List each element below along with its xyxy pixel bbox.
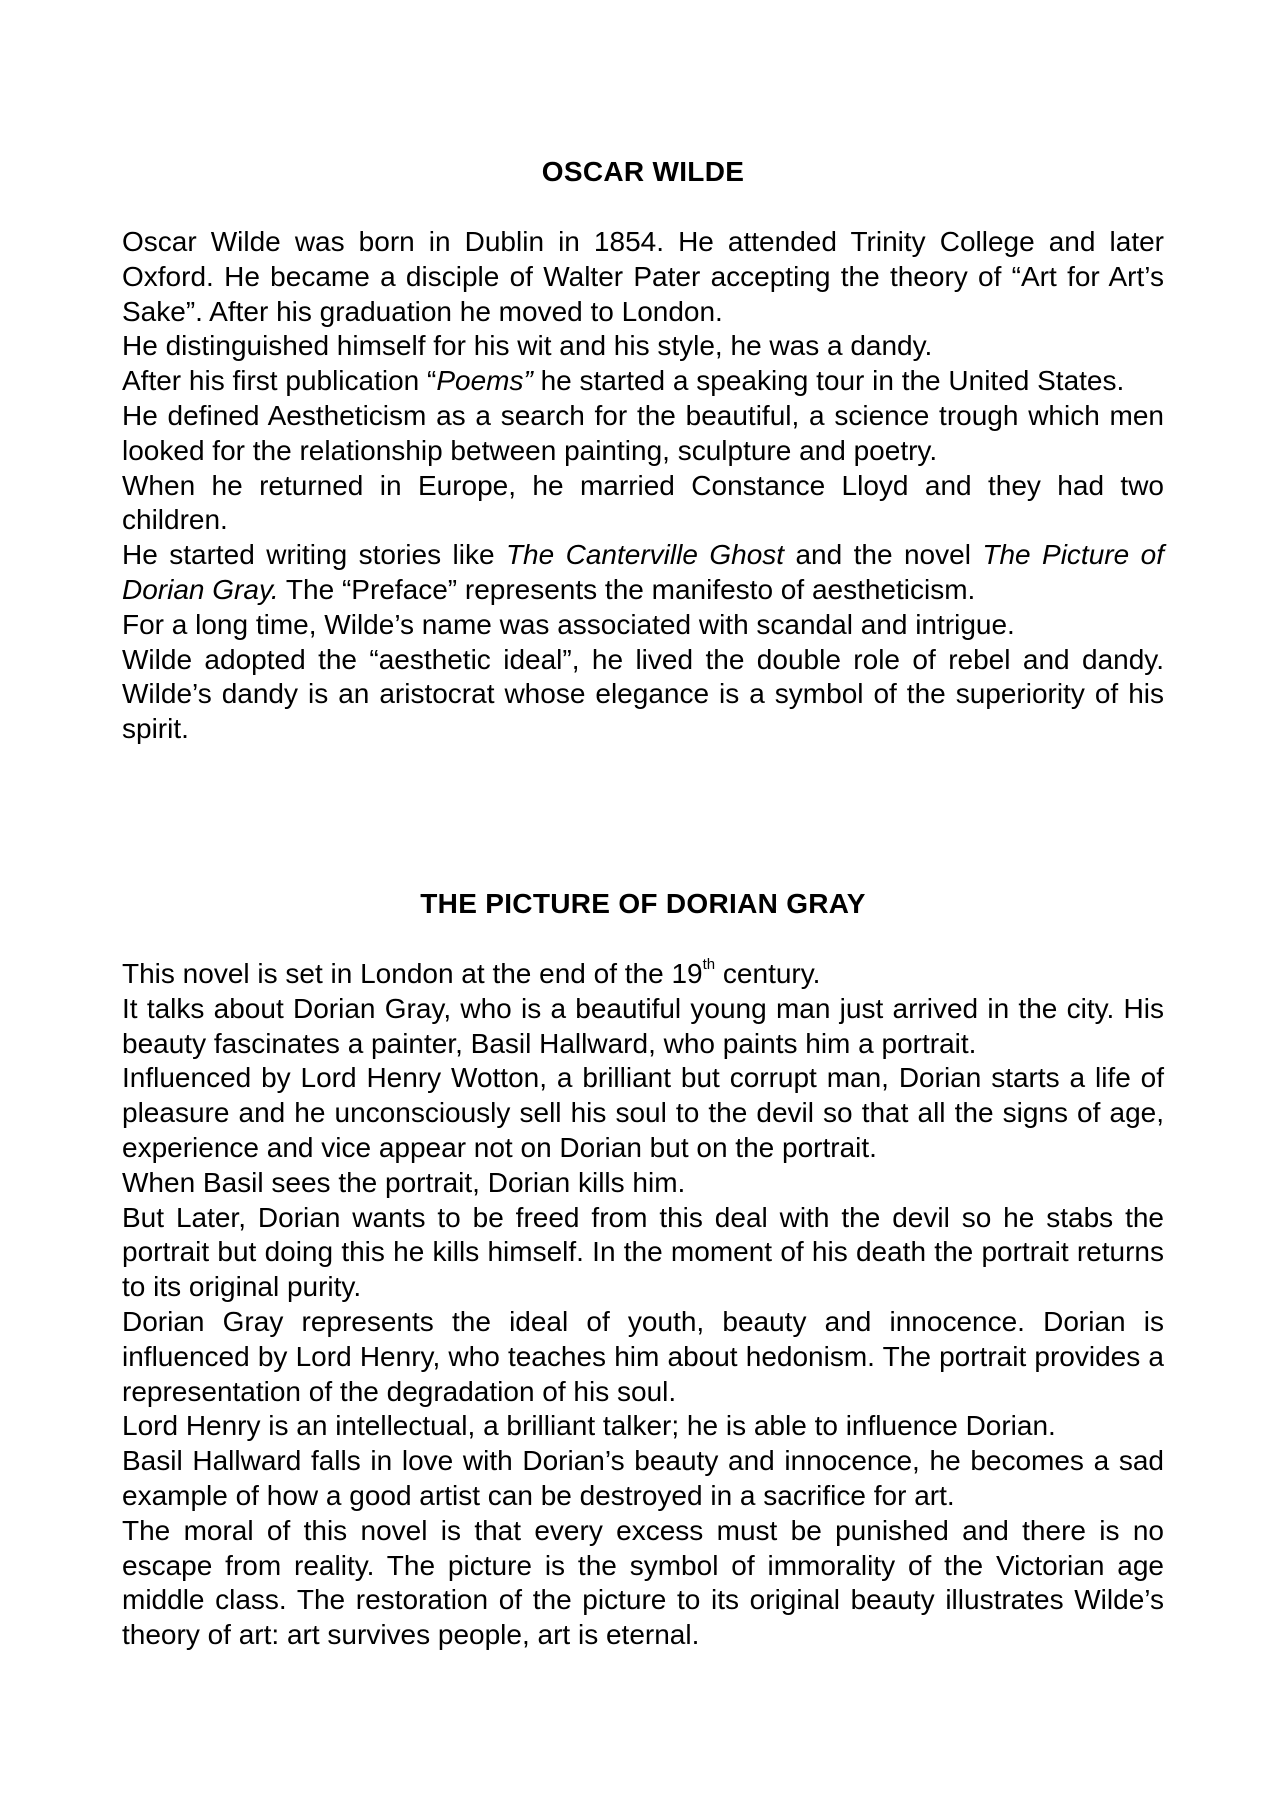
paragraph-aestheticism: He defined Aestheticism as a search for the beautiful, a science trough which men looked for the relationship between painting, sculpture and poetry.: [122, 399, 1164, 466]
text-run: The “Preface” represents the manifesto of aestheticism.: [278, 573, 976, 605]
italic-title-dorian-gray: The Picture of Dorian Gray.: [122, 539, 1164, 605]
superscript-th: th: [702, 955, 716, 973]
paragraph-works: [122, 538, 1164, 608]
paragraph-lord-henry-character: Lord Henry is an intellectual, a brilliant talker; he is able to influence Dorian.: [122, 1410, 1056, 1442]
section-title-dorian-gray: THE PICTURE OF DORIAN GRAY: [420, 888, 866, 919]
paragraph-basil-death: When Basil sees the portrait, Dorian kills him.: [122, 1166, 686, 1198]
paragraph-dandy: He distinguished himself for his wit and his style, he was a dandy.: [122, 330, 933, 362]
paragraph-moral: The moral of this novel is that every excess must be punished and there is no escape from reality. The picture is the symbol of immorality of the Victorian age middle class. The restoration of the picture to its original beauty illustrates Wilde’s theory of art: art survives people, art is eternal.: [122, 1514, 1164, 1651]
paragraph-setting: [122, 957, 1164, 992]
paragraph-ending: But Later, Dorian wants to be freed from this deal with the devil so he stabs the portrait but doing this he kills himself. In the moment of his death the portrait returns to its original purity.: [122, 1201, 1164, 1303]
text-run: He started writing stories like: [122, 539, 506, 571]
paragraph-poems: [122, 364, 1164, 399]
text-run: and the novel: [784, 539, 983, 571]
section-body-oscar-wilde: [122, 225, 1164, 747]
section-title-oscar-wilde: OSCAR WILDE: [541, 156, 745, 187]
paragraph-aesthetic-ideal: Wilde adopted the “aesthetic ideal”, he lived the double role of rebel and dandy. Wilde’s dandy is an aristocrat whose elegance is a symbol of the superiority of his spirit.: [122, 643, 1164, 745]
italic-title-poems: Poems”: [436, 365, 533, 397]
paragraph-birth: Oscar Wilde was born in Dublin in 1854. He attended Trinity College and later Oxford. He became a disciple of Walter Pater accepting the theory of “Art for Art’s Sake”. After his graduation he moved to London.: [122, 226, 1164, 327]
paragraph-marriage: When he returned in Europe, he married Constance Lloyd and they had two children.: [122, 469, 1164, 536]
paragraph-dorian-character: Dorian Gray represents the ideal of youth, beauty and innocence. Dorian is influenced by Lord Henry, who teaches him about hedonism. The portrait provides a representation of the degradation of his soul.: [122, 1305, 1164, 1407]
paragraph-plot-intro: It talks about Dorian Gray, who is a beautiful young man just arrived in the city. His beauty fascinates a painter, Basil Hallward, who paints him a portrait.: [122, 992, 1164, 1059]
text-run: he started a speaking tour in the United States.: [532, 365, 1125, 397]
text-run: This novel is set in London at the end of the 19: [122, 958, 703, 989]
section-body-dorian-gray: [122, 957, 1164, 1653]
paragraph-scandal: For a long time, Wilde’s name was associated with scandal and intrigue.: [122, 608, 1015, 640]
italic-title-canterville: The Canterville Ghost: [505, 539, 785, 571]
paragraph-lord-henry-influence: Influenced by Lord Henry Wotton, a brilliant but corrupt man, Dorian starts a life of pleasure and he unconsciously sell his soul to the devil so that all the signs of age, experience and vice appear not on Dorian but on the portrait.: [122, 1062, 1164, 1163]
text-run: century.: [715, 958, 821, 989]
text-run: After his first publication “: [122, 365, 437, 397]
paragraph-basil-character: Basil Hallward falls in love with Dorian’s beauty and innocence, he becomes a sad example of how a good artist can be destroyed in a sacrifice for art.: [122, 1445, 1164, 1511]
